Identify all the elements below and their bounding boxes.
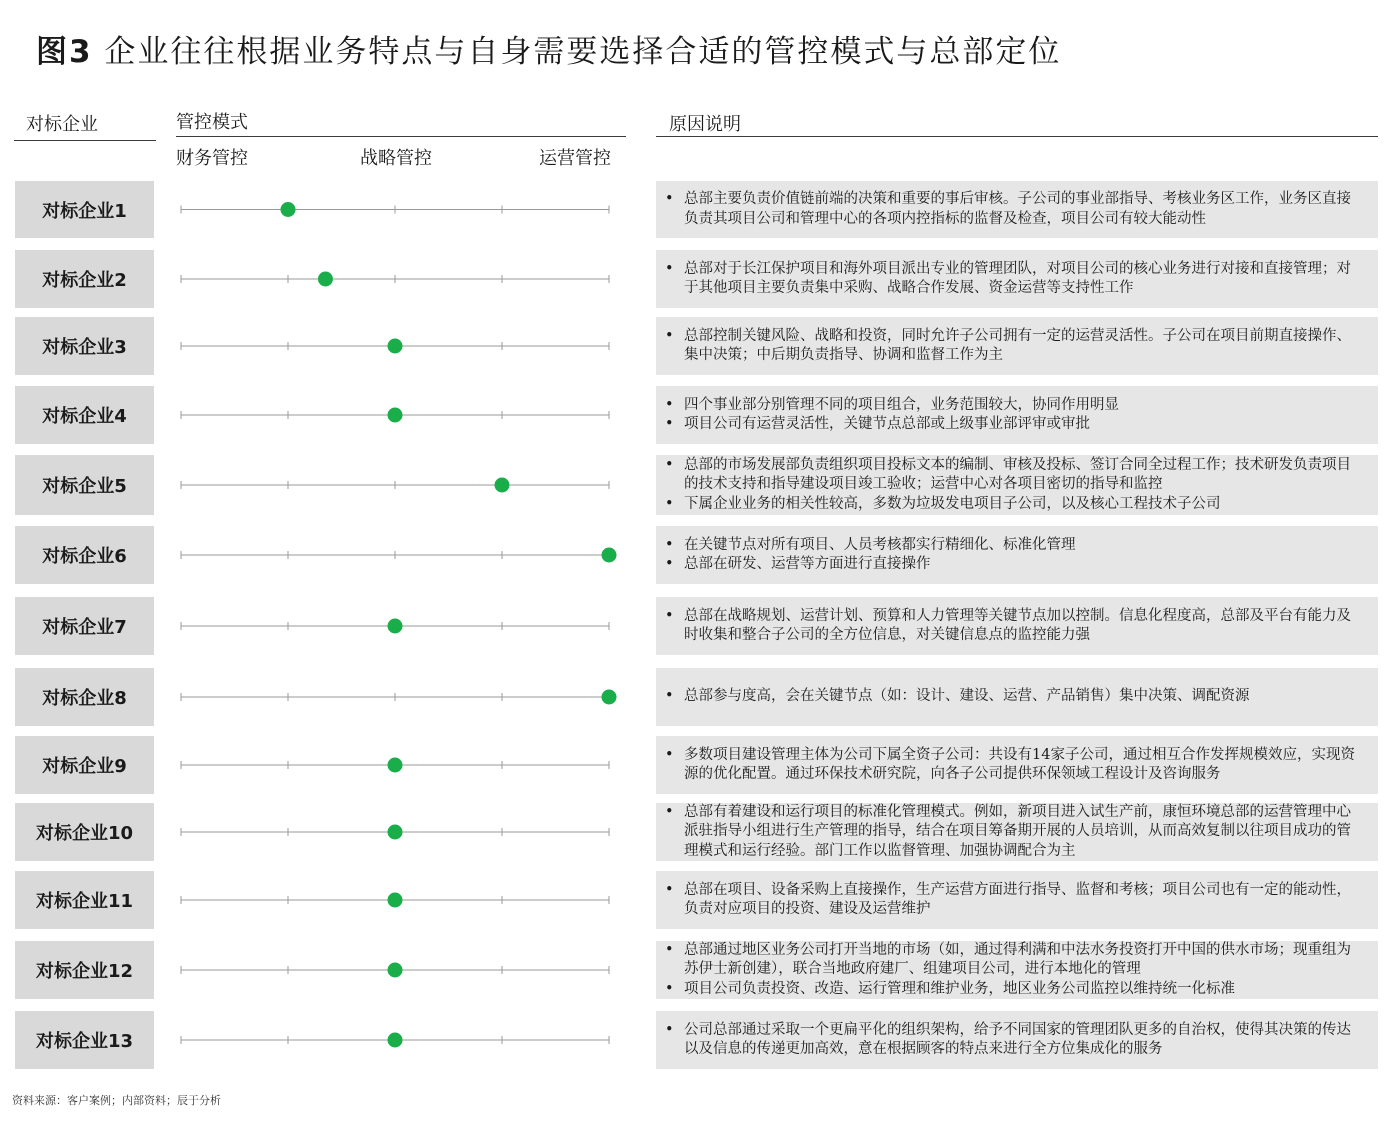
company-label: 对标企业13 — [15, 1011, 154, 1069]
scale-label-operational: 运营管控 — [539, 148, 611, 169]
reason-text: 总部在项目、设备采购上直接操作，生产运营方面进行指导、监督和考核；项目公司也有一定的能动性，负责对应项目的投资、建设及运营维护 — [684, 881, 1351, 917]
reason-text: 多数项目建设管理主体为公司下属全资子公司：共设有14家子公司，通过相互合作发挥规模效应，实现资源的优化配置。通过环保技术研究院，向各子公司提供环保领域工程设计及咨询服务 — [684, 746, 1355, 782]
control-mode-dot — [388, 1033, 403, 1048]
company-label: 对标企业7 — [15, 597, 154, 655]
scale-row — [181, 1033, 609, 1048]
control-mode-dot — [602, 548, 617, 563]
scale-row — [181, 548, 617, 563]
control-mode-dot — [281, 202, 296, 217]
reason-text: 总部参与度高，会在关键节点（如：设计、建设、运营、产品销售）集中决策、调配资源 — [684, 688, 1250, 705]
control-mode-dot — [388, 893, 403, 908]
reason-text: 四个事业部分别管理不同的项目组合，业务范围较大，协同作用明显 — [684, 396, 1119, 413]
header-mode: 管控模式 — [176, 112, 248, 133]
control-mode-dot — [388, 825, 403, 840]
bullet-icon: • — [665, 881, 674, 898]
figure-number: 图3 — [36, 34, 93, 70]
reason-text: 总部对于长江保护项目和海外项目派出专业的管理团队，对项目公司的核心业务进行对接和直接管理；对于其他项目主要负责集中采购、战略合作发展、资金运营等支持性工作 — [684, 260, 1351, 296]
reason-text: 总部通过地区业务公司打开当地的市场（如，通过得利满和中法水务投资打开中国的供水市场；现重组为苏伊士新创建），联合当地政府建厂、组建项目公司，进行本地化的管理 — [684, 941, 1351, 978]
bullet-icon: • — [665, 416, 674, 432]
header-company: 对标企业 — [26, 114, 98, 135]
reason-text: 总部主要负责价值链前端的决策和重要的事后审核。子公司的事业部指导、考核业务区工作，业务区直接负责其项目公司和管理中心的各项内控指标的监督及检查，项目公司有较大能动性 — [684, 191, 1351, 227]
control-mode-dot — [388, 619, 403, 634]
bullet-icon: • — [665, 980, 674, 997]
control-mode-dot — [388, 339, 403, 354]
bullet-icon: • — [665, 746, 674, 763]
title-text: 企业往往根据业务特点与自身需要选择合适的管控模式与总部定位 — [92, 34, 1062, 70]
bullet-icon: • — [665, 495, 674, 512]
company-label: 对标企业5 — [15, 455, 154, 515]
scale-row — [181, 408, 609, 423]
scale-row — [181, 893, 609, 908]
reason-text: 总部在研发、运营等方面进行直接操作 — [684, 556, 931, 572]
scale-row — [181, 963, 609, 978]
bullet-icon: • — [665, 260, 674, 277]
reason-text: 项目公司有运营灵活性，关键节点总部或上级事业部评审或审批 — [684, 416, 1090, 432]
scale-row — [181, 825, 609, 840]
company-label: 对标企业2 — [15, 250, 154, 308]
control-mode-dot — [318, 272, 333, 287]
scale-row — [181, 202, 609, 217]
reason-text: 总部有着建设和运行项目的标准化管理模式。例如，新项目进入试生产前，康恒环境总部的运营管理中心派驻指导小组进行生产管理的指导，结合在项目筹备期开展的人员培训，从而高效复制以往项目成功的管理模式和运行经验。部门工作以监督管理、加强协调配合为主 — [684, 803, 1351, 859]
company-label: 对标企业6 — [15, 526, 154, 584]
control-mode-dot — [388, 408, 403, 423]
company-label: 对标企业11 — [15, 871, 154, 929]
scale-label-financial: 财务管控 — [176, 148, 248, 169]
bullet-icon: • — [665, 556, 674, 572]
company-label: 对标企业9 — [15, 736, 154, 794]
bullet-icon: • — [665, 396, 674, 413]
reason-text: 项目公司负责投资、改造、运行管理和维护业务，地区业务公司监控以维持统一化标准 — [684, 980, 1235, 997]
company-label: 对标企业8 — [15, 668, 154, 726]
bullet-icon: • — [665, 327, 674, 344]
control-mode-dot — [495, 478, 510, 493]
control-mode-dot — [602, 690, 617, 705]
reason-text: 公司总部通过采取一个更扁平化的组织架构，给予不同国家的管理团队更多的自治权，使得其决策的传达以及信息的传递更加高效，意在根据顾客的特点来进行全方位集成化的服务 — [684, 1021, 1351, 1057]
company-label: 对标企业12 — [15, 941, 154, 999]
company-label: 对标企业1 — [15, 181, 154, 238]
scale-row — [181, 272, 609, 287]
company-label: 对标企业10 — [15, 803, 154, 861]
source-note: 资料来源：客户案例；内部资料；辰于分析 — [12, 1094, 221, 1107]
bullet-icon: • — [665, 688, 674, 705]
bullet-icon: • — [665, 456, 674, 473]
company-label: 对标企业3 — [15, 317, 154, 375]
reason-text: 总部控制关键风险、战略和投资，同时允许子公司拥有一定的运营灵活性。子公司在项目前期直接操作、集中决策；中后期负责指导、协调和监督工作为主 — [684, 327, 1351, 363]
header-reason: 原因说明 — [669, 114, 741, 135]
scale-row — [181, 478, 609, 493]
bullet-icon: • — [665, 1021, 674, 1038]
bullet-icon: • — [665, 191, 674, 207]
company-label: 对标企业4 — [15, 386, 154, 444]
control-mode-dot — [388, 963, 403, 978]
scale-label-strategic: 战略管控 — [360, 148, 432, 169]
scale-row — [181, 690, 617, 705]
scale-row — [181, 619, 609, 634]
bullet-icon: • — [665, 803, 674, 820]
bullet-icon: • — [665, 941, 674, 958]
bullet-icon: • — [665, 536, 674, 553]
reason-text: 总部在战略规划、运营计划、预算和人力管理等关键节点加以控制。信息化程度高，总部及平台有能力及时收集和整合子公司的全方位信息，对关键信息点的监控能力强 — [684, 607, 1351, 643]
bullet-icon: • — [665, 607, 674, 624]
reason-text: 在关键节点对所有项目、人员考核都实行精细化、标准化管理 — [684, 536, 1076, 553]
reason-text: 下属企业业务的相关性较高，多数为垃圾发电项目子公司，以及核心工程技术子公司 — [684, 495, 1221, 512]
control-mode-dot — [388, 758, 403, 773]
scale-row — [181, 339, 609, 354]
reason-text: 总部的市场发展部负责组织项目投标文本的编制、审核及投标、签订合同全过程工作；技术研发负责项目的技术支持和指导建设项目竣工验收；运营中心对各项目密切的指导和监控 — [684, 456, 1351, 493]
scale-row — [181, 758, 609, 773]
